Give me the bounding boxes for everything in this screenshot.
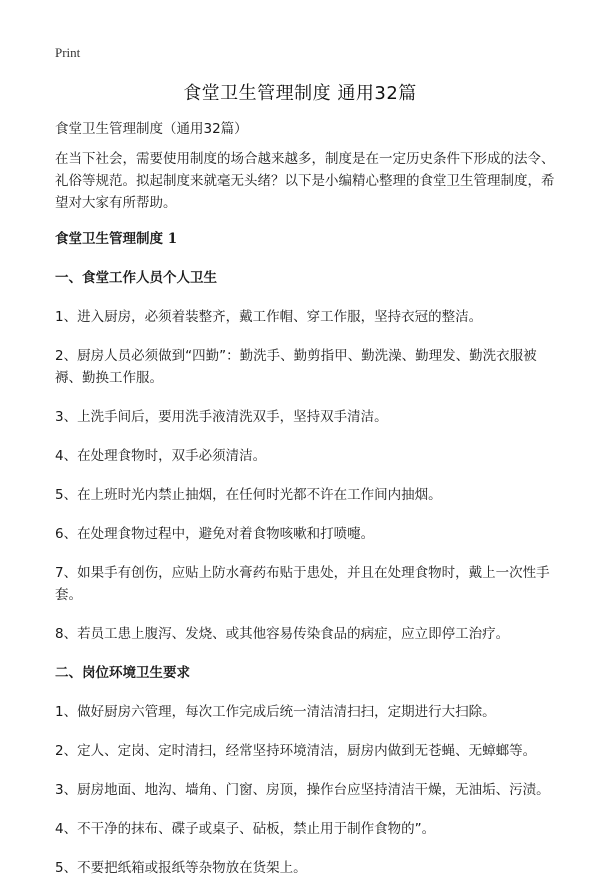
part-heading: 二、岗位环境卫生要求 [55,665,190,681]
list-item: 7、如果手有创伤，应贴上防水膏药布贴于患处，并且在处理食物时，戴上一次性手套。 [55,565,550,603]
section-heading: 食堂卫生管理制度 1 [55,231,178,247]
list-item: 4、在处理食物时，双手必须清洁。 [55,448,267,464]
page-title: 食堂卫生管理制度 通用32篇 [183,83,417,104]
list-item: 5、不要把纸箱或报纸等杂物放在货架上。 [55,860,307,876]
list-item: 1、进入厨房，必须着装整齐，戴工作帽、穿工作服，坚持衣冠的整洁。 [55,309,483,325]
list-item: 2、定人、定岗、定时清扫，经常坚持环境清洁，厨房内做到无苍蝇、无蟑螂等。 [55,743,537,759]
document-body [55,118,555,896]
list-item: 1、做好厨房六管理，每次工作完成后统一清洁清扫扫，定期进行大扫除。 [55,704,496,720]
list-item: 5、在上班时光内禁止抽烟，在任何时光都不许在工作间内抽烟。 [55,487,442,503]
list-item: 2、厨房人员必须做到“四勤”：勤洗手、勤剪指甲、勤洗澡、勤理发、勤洗衣服被褥、勤换工作服。 [55,348,537,386]
list-item: 3、厨房地面、地沟、墙角、门窗、房顶，操作台应坚持清洁干燥，无油垢、污渍。 [55,782,550,798]
list-item: 4、不干净的抹布、碟子或桌子、砧板，禁止用于制作食物的”。 [55,821,436,837]
print-label[interactable]: Print [55,45,81,60]
list-item: 6、在处理食物过程中，避免对着食物咳嗽和打喷嚏。 [55,526,375,542]
part-heading: 一、食堂工作人员个人卫生 [55,270,217,286]
intro-paragraph: 在当下社会，需要使用制度的场合越来越多，制度是在一定历史条件下形成的法令、礼俗等规范。拟起制度来就毫无头绪？以下是小编精心整理的食堂卫生管理制度，希望对大家有所帮助。 [55,151,555,211]
list-item: 3、上洗手间后，要用洗手液清洗双手，坚持双手清洁。 [55,409,388,425]
list-item: 8、若员工患上腹泻、发烧、或其他容易传染食品的病症，应立即停工治疗。 [55,626,510,642]
document-subtitle: 食堂卫生管理制度（通用32篇） [55,121,248,137]
